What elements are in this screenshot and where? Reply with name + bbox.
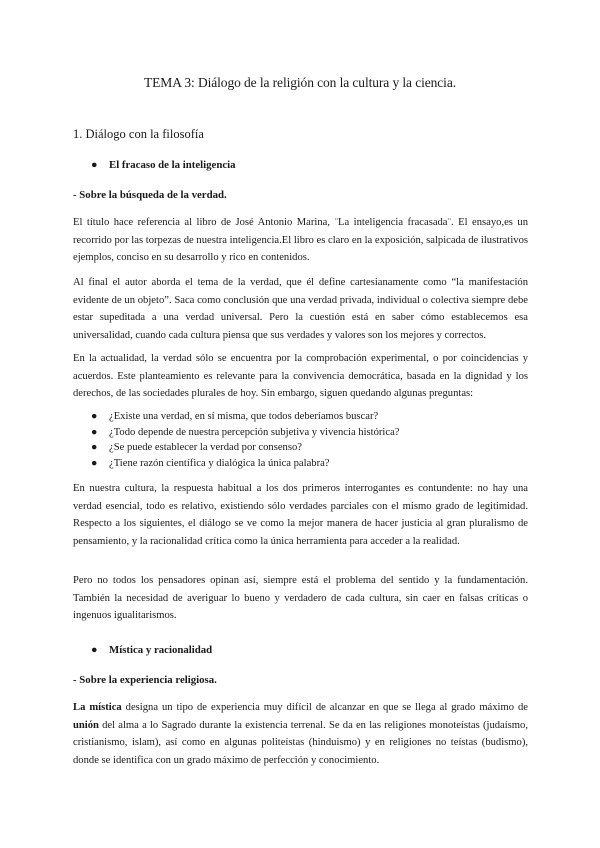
bullet-heading-text: El fracaso de la inteligencia [109,159,236,171]
paragraph-4 [73,480,528,550]
questions-list [91,409,531,471]
bullet-heading-fracaso [91,159,236,171]
bullet-heading-text: Mística y racionalidad [109,644,213,656]
paragraph-text: La mística designa un tipo de experiencia muy difícil de alcanzar en que se llega al grado máximo de unión del alma a lo Sagrado durante la existencia terrenal. Se da en las religiones monoteístas (judaísmo, cristianismo, islam), así como en algunas politeístas (hinduismo) y en religiones no teístas (budismo), donde se identifica con un grado máximo de perfección y conocimiento. [73,702,529,766]
paragraph-mistica [73,699,528,769]
list-item: ● ¿Todo depende de nuestra percepción subjetiva y vivencia histórica? [91,425,531,441]
list-item: ● ¿Tiene razón científica y dialógica la única palabra? [91,456,531,472]
paragraph-2 [73,274,528,344]
page-title: TEMA 3: Diálogo de la religión con la cultura y la ciencia. [144,75,456,90]
bullet-icon: ● [91,457,98,469]
bullet-heading-mistica [91,644,212,656]
paragraph-1 [73,214,528,267]
bullet-icon: ● [91,644,98,656]
bullet-icon: ● [91,442,98,453]
list-item: ● ¿Se puede establecer la verdad por consenso? [91,440,531,456]
bullet-icon: ● [91,426,98,438]
paragraph-text: Al final el autor aborda el tema de la verdad, que él define cartesianamente como “la manifestación evidente de un objeto”. Saca como conclusión que una verdad privada, individual o colectiva siempre debe estar supeditada a una verdad universal. Pero la cuestión está en saber cómo establecemos esa universalidad, cuando cada cultura piensa que sus verdades y valores son los mejores y correctos. [73,277,528,341]
term-union: unión [73,719,99,731]
subheading-experiencia: - Sobre la experiencia religiosa. [73,674,217,686]
paragraph-text: El título hace referencia al libro de José Antonio Marina, ¨La inteligencia fracasada¨. El ensayo,es un recorrido por las torpezas de nuestra inteligencia.El libro es claro en la exposición, salpicada de ilustrativos ejemplos, conciso en su desarrollo y rico en contenidos. [73,217,528,264]
paragraph-text: Pero no todos los pensadores opinan así, siempre está el problema del sentido y la fundamentación. También la necesidad de averiguar lo bueno y verdadero de cada cultura, sin caer en falsas críticas o ingenuos igualitarismos. [73,575,528,622]
bullet-icon: ● [91,159,98,171]
subheading-verdad: - Sobre la búsqueda de la verdad. [73,189,227,201]
paragraph-text: En la actualidad, la verdad sólo se encuentra por la comprobación experimental, o por coincidencias y acuerdos. Este planteamiento es relevante para la convivencia democrática, basada en la dignidad y los derechos, de las sociedades plurales de hoy. Sin embargo, siguen quedando algunas preguntas: [73,353,528,400]
bullet-icon: ● [91,411,98,422]
paragraph-3 [73,350,528,403]
term-mistica: La mística [73,702,122,713]
paragraph-text: En nuestra cultura, la respuesta habitual a los dos primeros interrogantes es contundente: no hay una verdad esencial, todo es relativo, existiendo sólo verdades parciales con el mismo grado de legitimidad. Respecto a los siguientes, el diálogo se ve como la mejor manera de hacer justicia al gran pluralismo de pensamiento, y la racionalidad crítica como la única herramienta para acceder a la realidad. [73,483,528,547]
paragraph-5 [73,572,528,625]
section-heading-filosofia: 1. Diálogo con la filosofía [73,127,204,141]
list-item: ● ¿Existe una verdad, en sí misma, que todos deberíamos buscar? [91,409,531,425]
